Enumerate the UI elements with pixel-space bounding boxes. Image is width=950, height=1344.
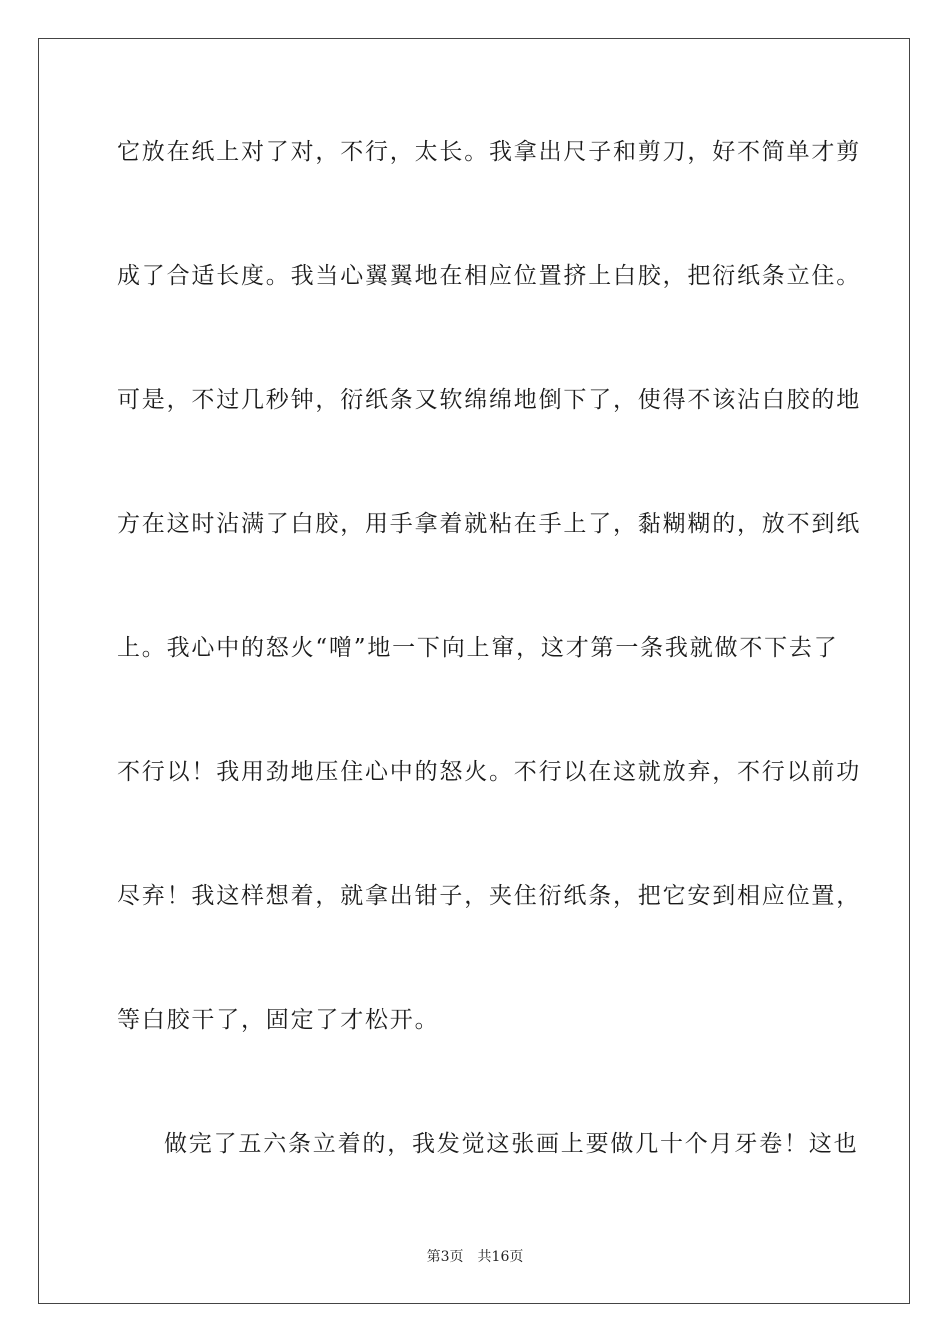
text-line: 不行以！我用劲地压住心中的怒火。不行以在这就放弃，不行以前功	[117, 759, 861, 785]
text-line: 上。我心中的怒火“噌”地一下向上窜，这才第一条我就做不下去了	[117, 635, 839, 661]
page-total: 共16页	[477, 1249, 524, 1265]
page-number: 第3页	[426, 1249, 464, 1265]
text-line: 方在这时沾满了白胶，用手拿着就粘在手上了，黏糊糊的，放不到纸	[117, 511, 861, 537]
text-line: 成了合适长度。我当心翼翼地在相应位置挤上白胶，把衍纸条立住。	[117, 263, 861, 289]
text-line: 可是，不过几秒钟，衍纸条又软绵绵地倒下了，使得不该沾白胶的地	[117, 387, 861, 413]
text-line: 它放在纸上对了对，不行，太长。我拿出尺子和剪刀，好不简单才剪	[117, 139, 861, 165]
paragraph-first-line: 做完了五六条立着的，我发觉这张画上要做几十个月牙卷！这也	[164, 1131, 859, 1157]
page-border	[38, 38, 910, 1304]
text-line: 等白胶干了，固定了才松开。	[117, 1007, 440, 1033]
page-footer	[0, 1247, 950, 1267]
text-line: 尽弃！我这样想着，就拿出钳子，夹住衍纸条，把它安到相应位置，	[117, 883, 861, 909]
